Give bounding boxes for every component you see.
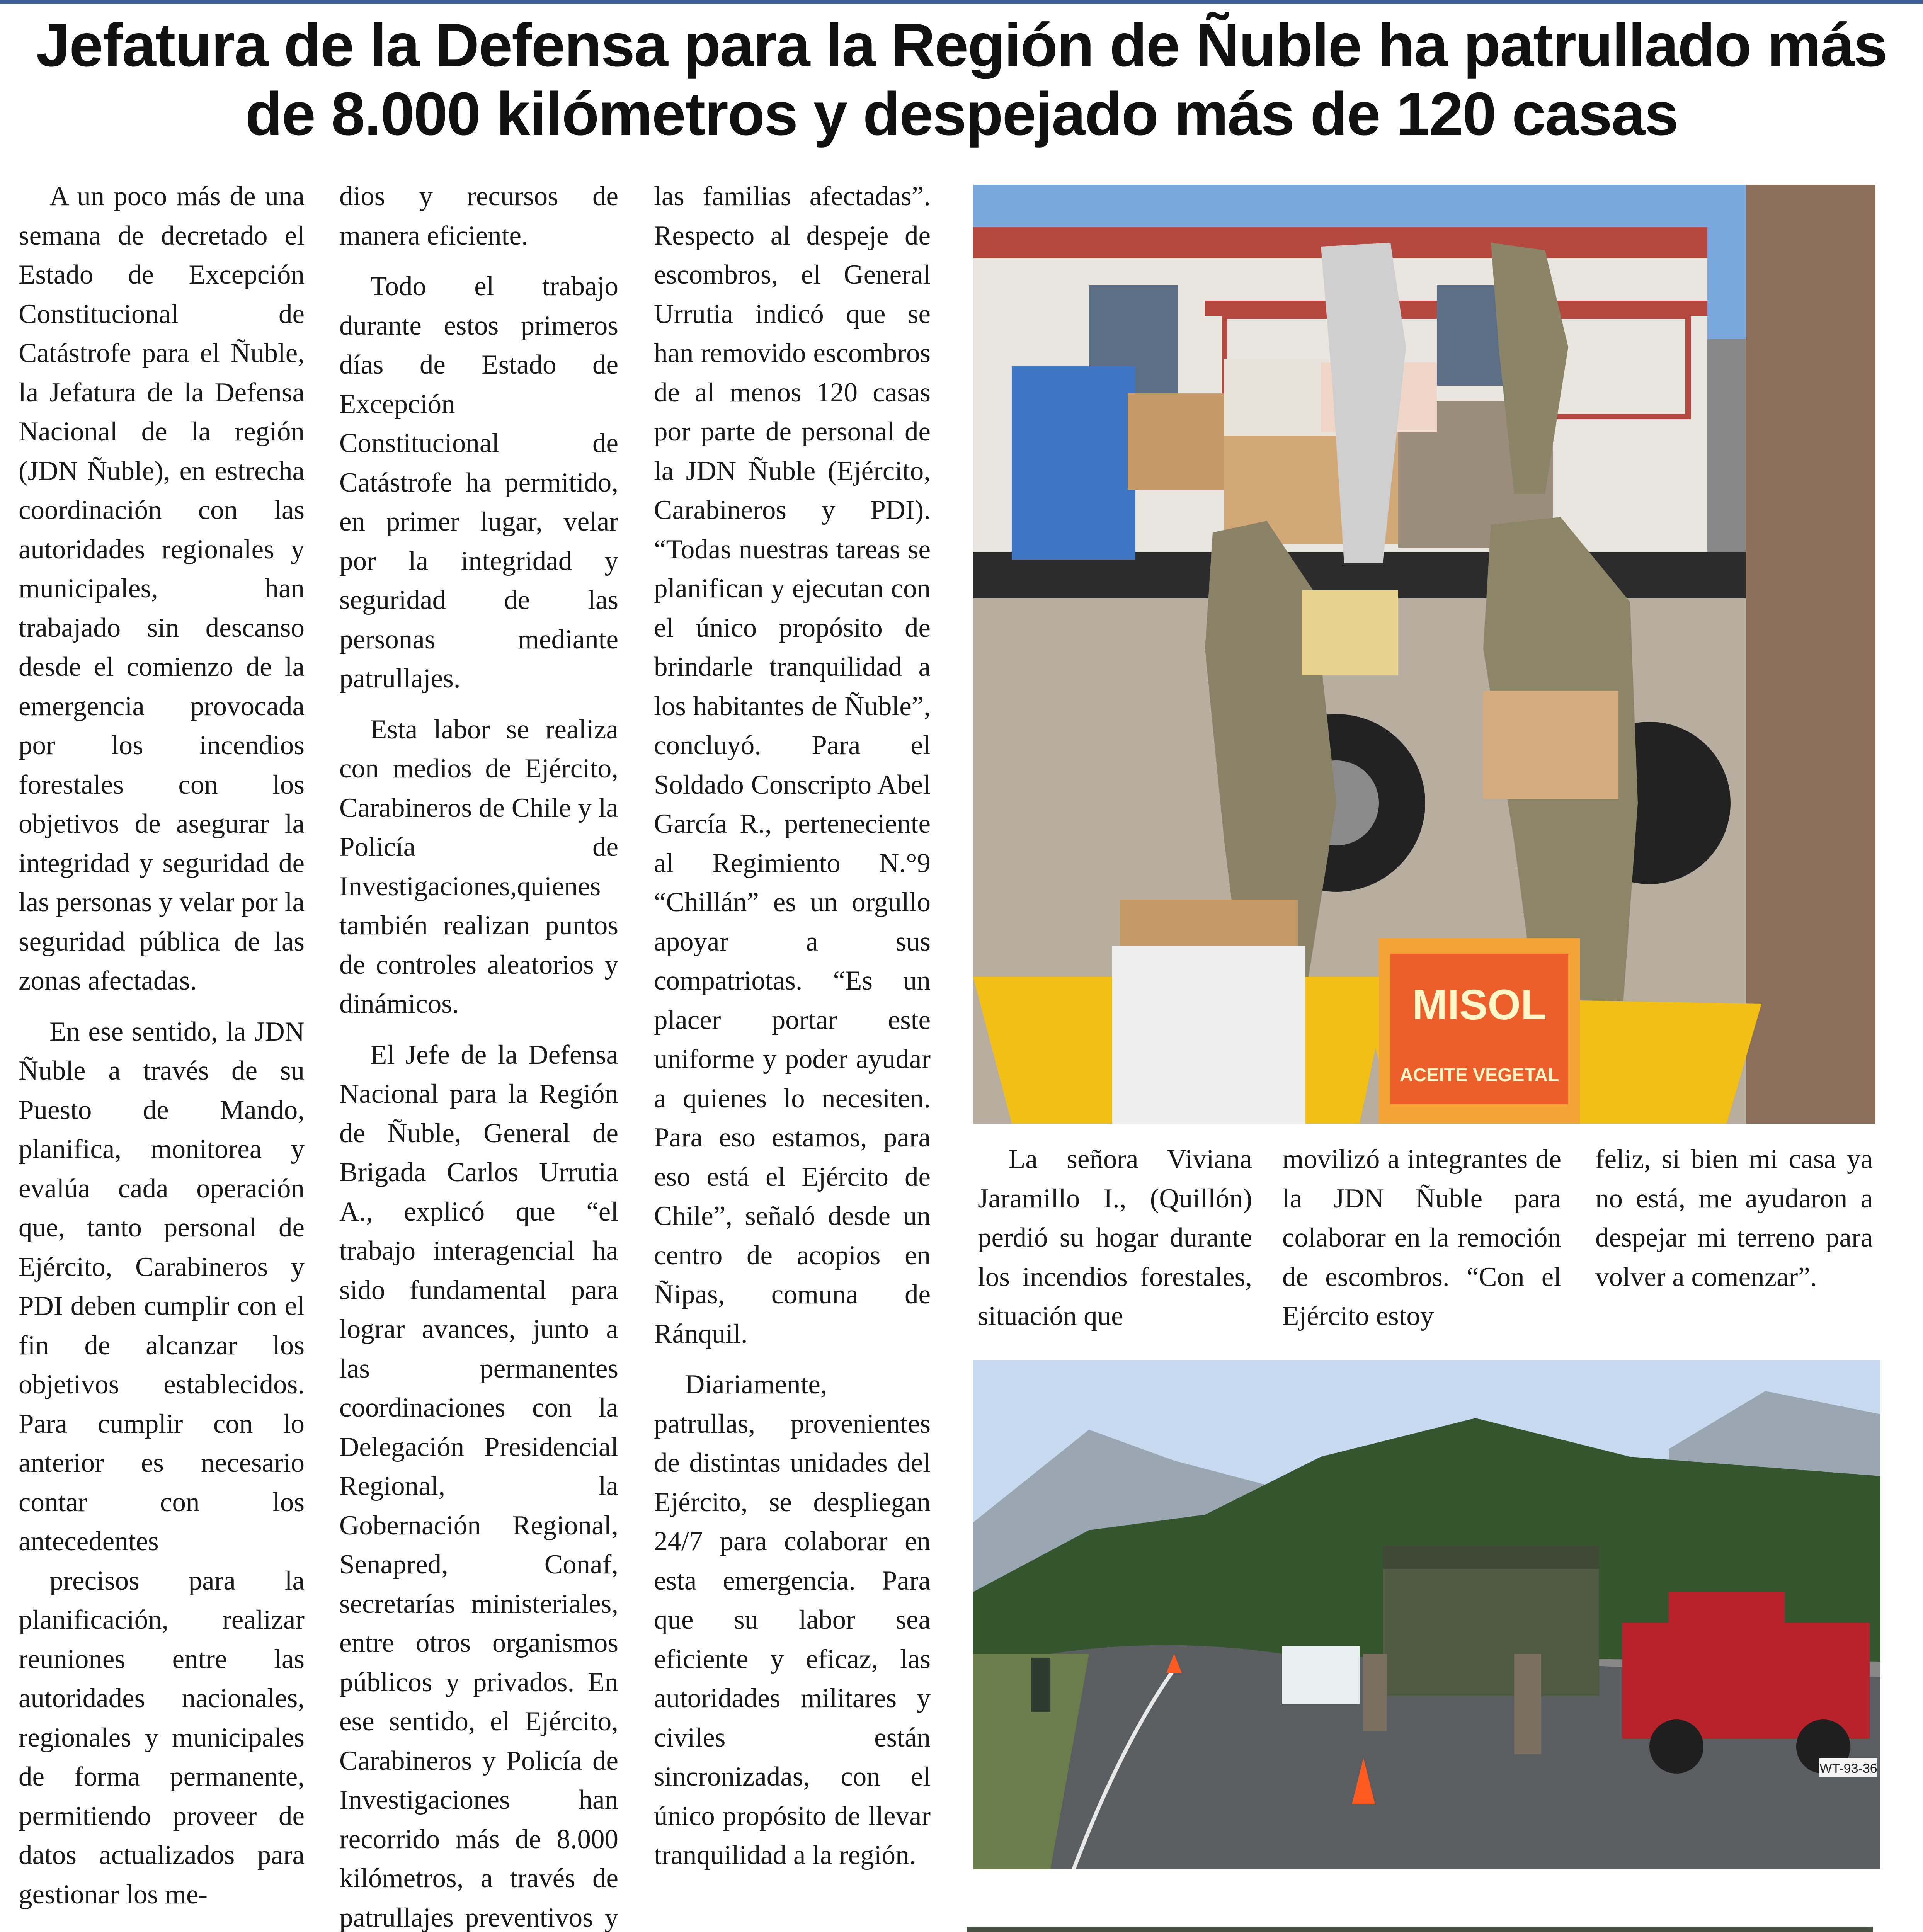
paragraph: Esta labor se realiza con medios de Ejército, Carabineros de Chile y la Policía de Investigaciones,quienes también realizan puntos de controles aleatorios y dinámicos. (339, 714, 618, 1019)
top-rule (0, 0, 1923, 4)
caption-column-3 (1595, 1140, 1873, 1297)
paragraph: las familias afectadas”. Respecto al despeje de escombros, el General Urrutia indicó que se han removido escombros de al menos 120 casas por parte de personal de la JDN Ñuble (Ejército, Carabineros y PDI). “Todas nuestras tareas se planifican y ejecutan con el único propósito de brindarle tranquilidad a los habitantes de Ñuble”, concluyó. Para el Soldado Conscripto Abel García R., perteneciente al Regimiento N.°9 “Chillán” es un orgullo apoyar a sus compatriotas. “Es un placer portar este uniforme y poder ayudar a quienes lo necesiten. Para eso estamos, para eso está el Ejército de Chile”, señaló desde un centro de acopios en Ñipas, comuna de Ránquil. (654, 181, 931, 1349)
article-column-2 (339, 177, 618, 1932)
caption-column-2 (1282, 1140, 1561, 1336)
paragraph: Diariamente, patrullas, provenientes de distintas unidades del Ejército, se despliegan 24/7 para colaborar en esta emergencia. Para que su labor sea eficiente y eficaz, las autoridades militares y civiles están sincronizadas, con el único propósito de llevar tranquilidad a la región. (654, 1369, 931, 1870)
article-column-3 (654, 177, 931, 1875)
caption-column-1 (978, 1140, 1252, 1336)
paragraph: precisos para la planificación, realizar reuniones entre las autoridades nacionales, regionales y municipales de forma permanente, permitiendo proveer de datos actualizados para gestionar los me- (19, 1565, 305, 1910)
headline: Jefatura de la Defensa para la Región de Ñuble ha patrullado más de 8.000 kilómetros y despejado más de 120 casas (36, 11, 1887, 148)
caption-text: La señora Viviana Jaramillo I., (Quillón) perdió su hogar durante los incendios forestales, situación que (978, 1144, 1252, 1331)
paragraph: En ese sentido, la JDN Ñuble a través de su Puesto de Mando, planifica, monitorea y evalúa cada operación que, tanto personal de Ejército, Carabineros y PDI deben cumplir con el fin de alcanzar los objetivos establecidos. Para cumplir con lo anterior es necesario contar con los antecedentes (19, 1016, 305, 1556)
photo-road-checkpoint (973, 1360, 1880, 1869)
license-plate-text: WT-93-36 (1819, 1761, 1877, 1776)
paragraph: A un poco más de una semana de decretado el Estado de Excepción Constitucional de Catástrofe para el Ñuble, la Jefatura de la Defensa Nacional de la región (JDN Ñuble), en estrecha coordinación con las autoridades regionales y municipales, han trabajado sin descanso desde el comienzo de la emergencia provocada por los incendios forestales con los objetivos de asegurar la integridad y seguridad de las personas y velar por la seguridad pública de las zonas afectadas. (19, 181, 305, 996)
paragraph: El Jefe de la Defensa Nacional para la Región de Ñuble, General de Brigada Carlos Urrutia A., explicó que “el trabajo interagencial ha sido fundamental para lograr avances, junto a las permanentes coordinaciones con la Delegación Presidencial Regional, la Gobernación Regional, Senapred, Conaf, secretarías ministeriales, entre otros organismos públicos y privados. En ese sentido, el Ejército, Carabineros y Policía de Investigaciones han recorrido más de 8.000 kilómetros, a través de patrullajes preventivos y (339, 1039, 618, 1932)
photo-truck-unloading (973, 185, 1875, 1124)
box-sub-label: ACEITE VEGETAL (1399, 1065, 1559, 1085)
photo-rubble-clearing (967, 1927, 1873, 1932)
paragraph: Todo el trabajo durante estos primeros días de Estado de Excepción Constitucional de Catástrofe ha permitido, en primer lugar, velar por la integridad y seguridad de las personas mediante patrullajes. (339, 271, 618, 694)
caption-text: feliz, si bien mi casa ya no está, me ayudaron a despejar mi terreno para volver a comenzar”. (1595, 1144, 1873, 1292)
box-brand-label: MISOL (1412, 981, 1547, 1029)
paragraph: dios y recursos de manera eficiente. (339, 181, 618, 251)
caption-text: movilizó a integrantes de la JDN Ñuble para colaborar en la remoción de escombros. “Con el Ejército estoy (1282, 1144, 1561, 1331)
article-column-1 (19, 177, 305, 1914)
